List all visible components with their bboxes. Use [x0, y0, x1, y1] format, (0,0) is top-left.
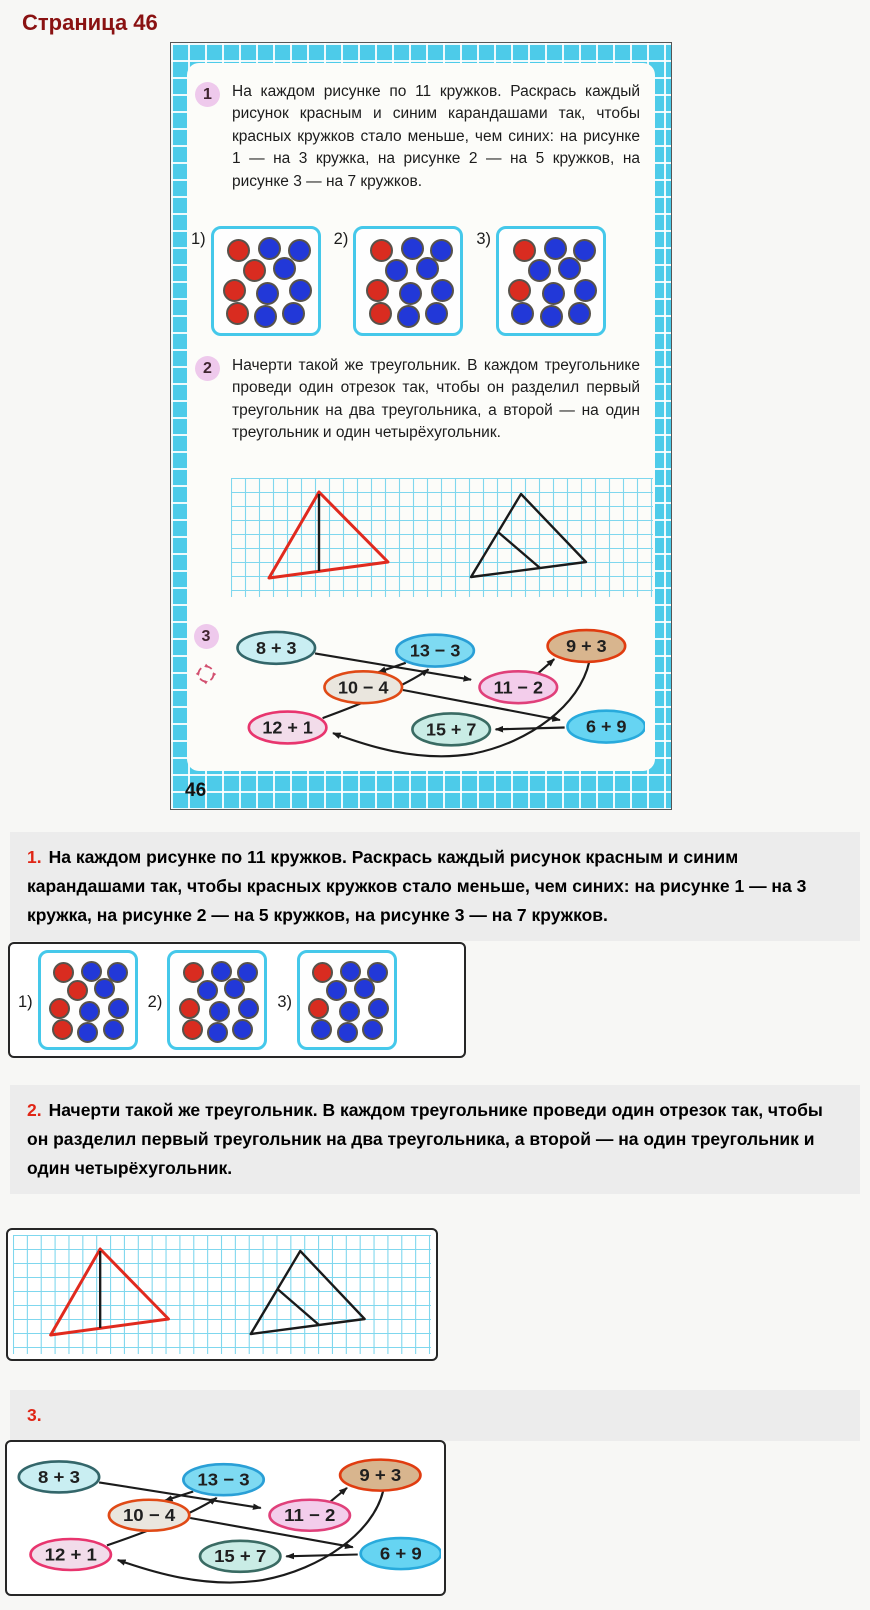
page-title: Страница 46: [22, 10, 158, 35]
circles-picture: [496, 226, 606, 336]
red-circle: [67, 980, 88, 1001]
blue-circle: [397, 305, 420, 328]
blue-circle: [544, 237, 567, 260]
blue-circle: [311, 1019, 332, 1040]
task-3-badge-column: [193, 623, 219, 685]
answer-image-circles: [8, 942, 466, 1058]
answer-image-expression-graph: [5, 1440, 446, 1596]
red-circle: [226, 302, 249, 325]
blue-circle: [339, 1001, 360, 1022]
expression-label-8+3: 8 + 3: [38, 1467, 80, 1487]
scan-task-2: [195, 355, 641, 445]
task-3-number: 3.: [27, 1405, 42, 1425]
blue-circle: [568, 302, 591, 325]
expression-label-12+1: 12 + 1: [262, 717, 313, 738]
blue-circle: [401, 237, 424, 260]
task-section-3: [10, 1390, 860, 1441]
picture-label: 1): [191, 230, 206, 248]
expression-label-6+9: 6 + 9: [586, 716, 627, 737]
blue-circle: [362, 1019, 383, 1040]
expression-graph: [10, 1445, 441, 1591]
blue-circle: [289, 279, 312, 302]
expression-label-12+1: 12 + 1: [44, 1545, 97, 1565]
workbook-scan: [170, 42, 672, 810]
expression-label-11-2: 11 − 2: [284, 1505, 336, 1526]
red-circle: [370, 239, 393, 262]
expression-label-10-4: 10 − 4: [338, 677, 389, 698]
red-circle: [513, 239, 536, 262]
expression-label-15+7: 15 + 7: [425, 719, 477, 740]
blue-circle: [197, 980, 218, 1001]
expression-label-11-2: 11 − 2: [493, 677, 544, 698]
red-circle: [179, 998, 200, 1019]
task-badge-1: 1: [195, 82, 220, 107]
circles-picture: [38, 950, 138, 1050]
blue-circle: [574, 279, 597, 302]
expression-label-13-3: 13 − 3: [409, 640, 461, 661]
arrow-6+9-to-15+7: [496, 728, 565, 730]
arrow-6+9-to-15+7: [286, 1555, 358, 1557]
blue-circle: [254, 305, 277, 328]
circles-picture: [353, 226, 463, 336]
blue-circle: [103, 1019, 124, 1040]
grid-lines: [13, 1235, 431, 1354]
blue-circle: [282, 302, 305, 325]
scan-circle-pictures-row: [191, 226, 653, 336]
blue-circle: [431, 279, 454, 302]
task-2-number: 2.: [27, 1100, 42, 1120]
red-circle: [243, 259, 266, 282]
blue-circle: [337, 1022, 358, 1043]
task-badge-2: 2: [195, 356, 220, 381]
scan-triangles-figure: [231, 478, 653, 597]
picture-label: 3): [277, 992, 293, 1011]
circles-picture: [297, 950, 397, 1050]
blue-circle: [399, 282, 422, 305]
circular-arrows-icon: [195, 663, 217, 685]
expression-label-13-3: 13 − 3: [197, 1470, 250, 1490]
picture-label: 2): [333, 230, 349, 248]
blue-circle: [540, 305, 563, 328]
red-circle: [508, 279, 531, 302]
red-circle: [369, 302, 392, 325]
picture-label: 3): [476, 230, 492, 248]
arrow-11-2-to-9+3: [537, 659, 554, 674]
blue-circle: [326, 980, 347, 1001]
blue-circle: [79, 1001, 100, 1022]
red-circle: [366, 279, 389, 302]
workbook-scan-page: [187, 63, 655, 771]
scan-page-number: 46: [185, 780, 207, 801]
red-circle: [312, 962, 333, 983]
blue-circle: [385, 259, 408, 282]
expression-label-9+3: 9 + 3: [359, 1465, 402, 1485]
red-circle: [227, 239, 250, 262]
blue-circle: [354, 978, 375, 999]
circles-picture: [167, 950, 267, 1050]
red-circle: [183, 962, 204, 983]
blue-circle: [207, 1022, 228, 1043]
picture-label: 1): [18, 992, 33, 1011]
blue-circle: [425, 302, 448, 325]
blue-circle: [77, 1022, 98, 1043]
blue-circle: [209, 1001, 230, 1022]
blue-circle: [258, 237, 281, 260]
task-text-1: На каждом рисунке по 11 кружков. Раскрась каждый рисунок красным и синим карандашами так, чтобы красных кружков стало меньше, чем синих: на рисунке 1 — на 3 кружка, на рисунке 2 — на 5 кружков, на рисунке 3 — на 7 кружков.: [232, 83, 640, 190]
task-1-text: На каждом рисунке по 11 кружков. Раскрась каждый рисунок красным и синим карандашами так, чтобы красных кружков стало меньше, чем синих: на рисунке 1 — на 3 кружка, на рисунке 2 — на 5 кружков, на рисунке 3 — на 7 кружков.: [27, 847, 807, 925]
task-section-2: [10, 1085, 860, 1194]
blue-circle: [416, 257, 439, 280]
blue-circle: [108, 998, 129, 1019]
task-section-1: [10, 832, 860, 941]
red-circle: [53, 962, 74, 983]
blue-circle: [368, 998, 389, 1019]
red-circle: [182, 1019, 203, 1040]
triangles-figure: [13, 1235, 431, 1354]
blue-circle: [542, 282, 565, 305]
scan-task-3: [193, 615, 645, 765]
blue-circle: [273, 257, 296, 280]
circles-picture: [211, 226, 321, 336]
expression-label-8+3: 8 + 3: [256, 637, 297, 658]
blue-circle: [340, 961, 361, 982]
blue-circle: [238, 998, 259, 1019]
red-circle: [223, 279, 246, 302]
grid-lines: [231, 478, 653, 597]
task-badge-3: 3: [194, 624, 219, 649]
blue-circle: [224, 978, 245, 999]
red-circle: [49, 998, 70, 1019]
red-circle: [52, 1019, 73, 1040]
expression-label-15+7: 15 + 7: [214, 1546, 267, 1567]
blue-circle: [256, 282, 279, 305]
arrow-11-2-to-9+3: [329, 1488, 347, 1503]
task-text-2: Начерти такой же треугольник. В каждом треугольнике проведи один отрезок так, чтобы он разделил первый треугольник на два треугольника, а второй — на один треугольник и один четырёхугольник.: [232, 357, 640, 442]
picture-label: 2): [147, 992, 163, 1011]
scan-task-1: [195, 81, 641, 193]
red-circle: [308, 998, 329, 1019]
blue-circle: [232, 1019, 253, 1040]
expression-label-6+9: 6 + 9: [379, 1544, 422, 1564]
task-2-text: Начерти такой же треугольник. В каждом треугольнике проведи один отрезок так, чтобы он разделил первый треугольник на два треугольника, а второй — на один треугольник и один четырёхугольник.: [27, 1100, 823, 1178]
answer-image-triangles: [6, 1228, 438, 1361]
expression-label-10-4: 10 − 4: [122, 1505, 176, 1526]
blue-circle: [94, 978, 115, 999]
expression-label-9+3: 9 + 3: [566, 636, 607, 657]
blue-circle: [528, 259, 551, 282]
scan-expression-graph: [229, 615, 645, 765]
blue-circle: [558, 257, 581, 280]
blue-circle: [511, 302, 534, 325]
task-1-number: 1.: [27, 847, 42, 867]
